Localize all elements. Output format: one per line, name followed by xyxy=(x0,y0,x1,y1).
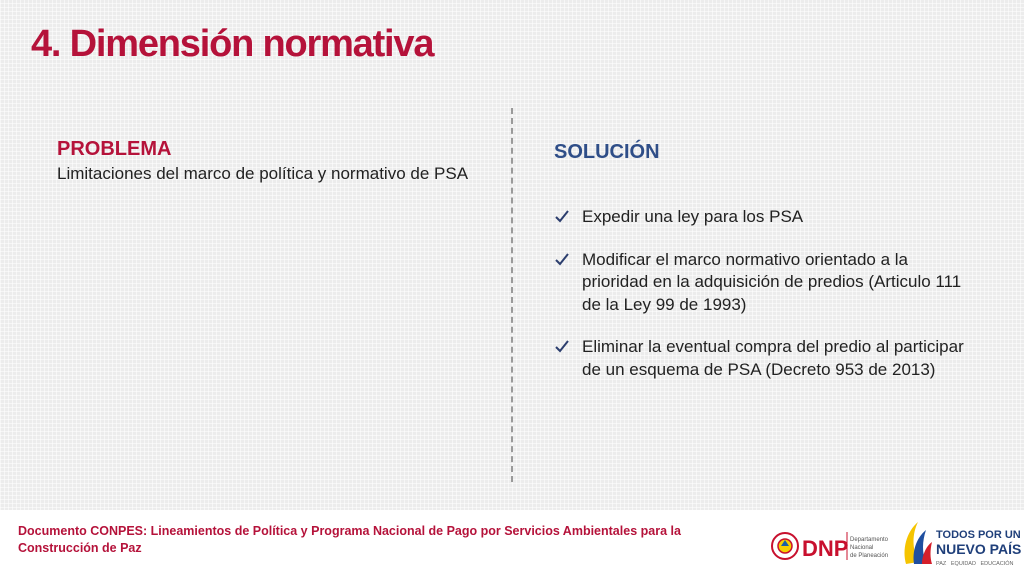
dnp-logo-acronym: DNP xyxy=(802,536,849,561)
solution-item xyxy=(554,249,974,317)
check-icon xyxy=(554,249,572,271)
solution-list xyxy=(554,206,974,401)
check-icon xyxy=(554,206,572,228)
footer-document-title: Documento CONPES: Lineamientos de Política y Programa Nacional de Pago por Servicios Ambientales para la Construcción de Paz xyxy=(18,524,681,555)
problem-heading: PROBLEMA xyxy=(57,138,172,160)
solution-item-text: Expedir una ley para los PSA xyxy=(582,207,804,226)
solution-section xyxy=(554,140,974,379)
column-divider xyxy=(511,108,513,482)
solution-item-text: Eliminar la eventual compra del predio al participar de un esquema de PSA (Decreto 953 de 2013) xyxy=(582,337,964,379)
problem-text: Limitaciones del marco de política y normativo de PSA xyxy=(57,164,469,183)
dnp-logo xyxy=(768,518,889,566)
todos-logo-line2: NUEVO PAÍS xyxy=(936,541,1022,557)
problem-section xyxy=(57,137,477,185)
dnp-logo-line2: Nacional xyxy=(850,545,874,551)
slide-title: 4. Dimensión normativa xyxy=(31,23,434,65)
todos-logo-line3: PAZ EQUIDAD EDUCACIÓN xyxy=(936,561,1014,567)
solution-item xyxy=(554,336,974,381)
todos-logo-line1: TODOS POR UN xyxy=(936,529,1021,541)
dnp-logo-line1: Departamento xyxy=(850,537,889,543)
todos-por-un-nuevo-pais-logo xyxy=(900,516,1022,570)
solution-item xyxy=(554,206,974,229)
check-icon xyxy=(554,336,572,358)
dnp-logo-line3: de Planeación xyxy=(850,553,889,559)
solution-item-text: Modificar el marco normativo orientado a la prioridad en la adquisición de predios (Articulo 111 de la Ley 99 de 1993) xyxy=(582,249,962,314)
solution-heading: SOLUCIÓN xyxy=(554,141,660,163)
